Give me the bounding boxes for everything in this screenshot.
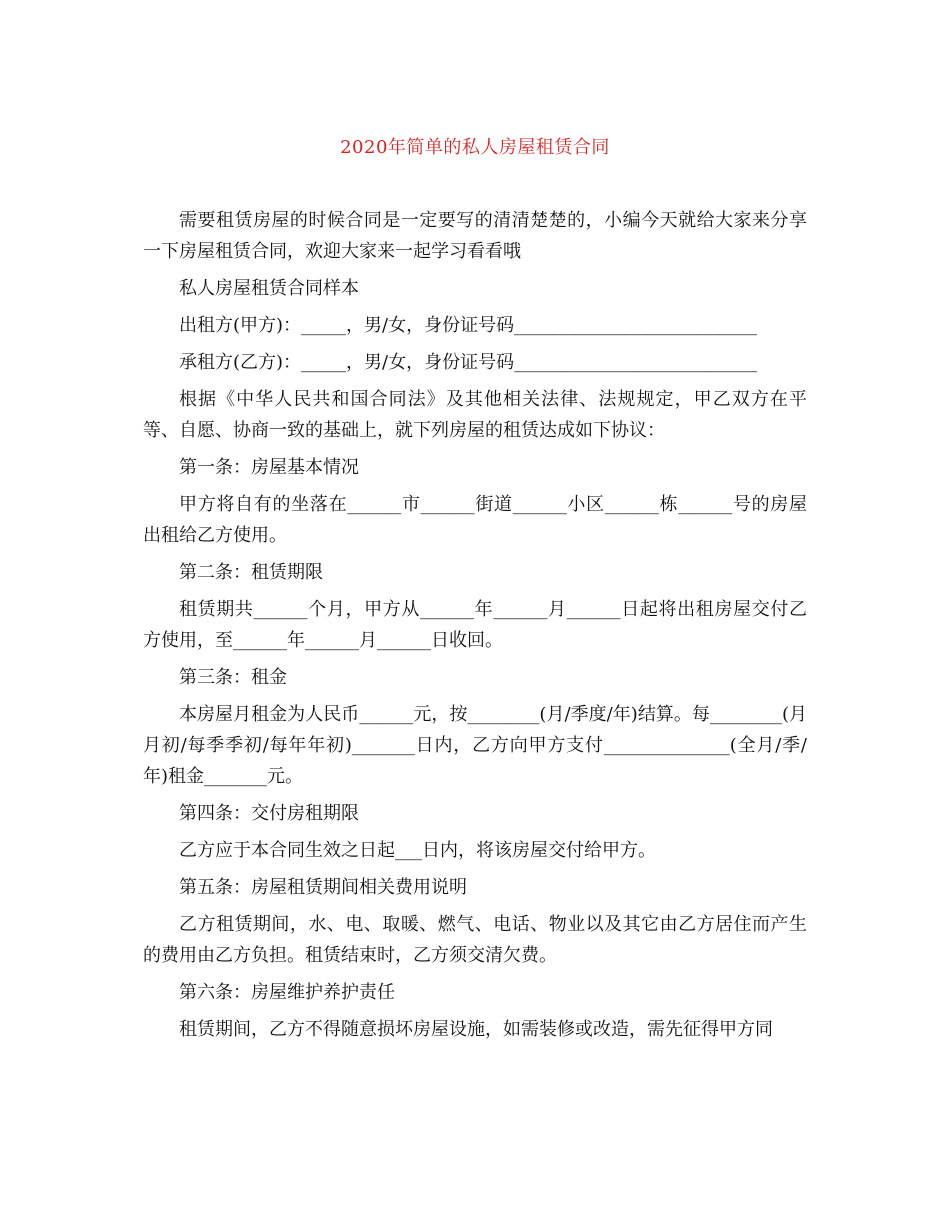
legal-basis-paragraph: 根据《中华人民共和国合同法》及其他相关法律、法规规定，甲乙双方在平等、自愿、协商一致的基础上，就下列房屋的租赁达成如下协议：: [143, 389, 807, 441]
article-6-text: 租赁期间，乙方不得随意损坏房屋设施，如需装修或改造，需先征得甲方同: [179, 1019, 773, 1040]
article-3-text: 本房屋月租金为人民币______元，按________(月/季度/年)结算。每________(月月初/每季季初/每年年初)_______日内，乙方向甲方支付______________(全月/季/年)租金_______元。: [143, 704, 807, 787]
article-6-heading: 第六条：房屋维护养护责任: [179, 982, 395, 1003]
article-4-heading: 第四条：交付房租期限: [179, 803, 359, 824]
document-body: [143, 205, 807, 1051]
article-1-text: 甲方将自有的坐落在______市______街道______小区______栋______号的房屋出租给乙方使用。: [143, 494, 807, 546]
article-1-heading: 第一条：房屋基本情况: [179, 457, 359, 478]
lessor-line: 出租方(甲方)：_____，男/女，身份证号码___________________________: [179, 315, 758, 336]
article-5-text: 乙方租赁期间，水、电、取暖、燃气、电话、物业以及其它由乙方居住而产生的费用由乙方负担。租赁结束时，乙方须交清欠费。: [143, 914, 807, 966]
article-2-heading: 第二条：租赁期限: [179, 562, 323, 583]
article-3-heading: 第三条：租金: [179, 667, 287, 688]
document-title: 2020年简单的私人房屋租赁合同: [340, 137, 610, 158]
article-2-text: 租赁期共______个月，甲方从______年______月______日起将出租房屋交付乙方使用，至______年______月______日收回。: [143, 599, 807, 651]
intro-paragraph: 需要租赁房屋的时候合同是一定要写的清清楚楚的，小编今天就给大家来分享一下房屋租赁合同，欢迎大家来一起学习看看哦: [143, 210, 807, 262]
article-5-heading: 第五条：房屋租赁期间相关费用说明: [179, 877, 467, 898]
lessee-line: 承租方(乙方)：_____，男/女，身份证号码___________________________: [179, 352, 758, 373]
sample-heading: 私人房屋租赁合同样本: [179, 278, 359, 299]
article-4-text: 乙方应于本合同生效之日起___日内，将该房屋交付给甲方。: [179, 840, 656, 861]
